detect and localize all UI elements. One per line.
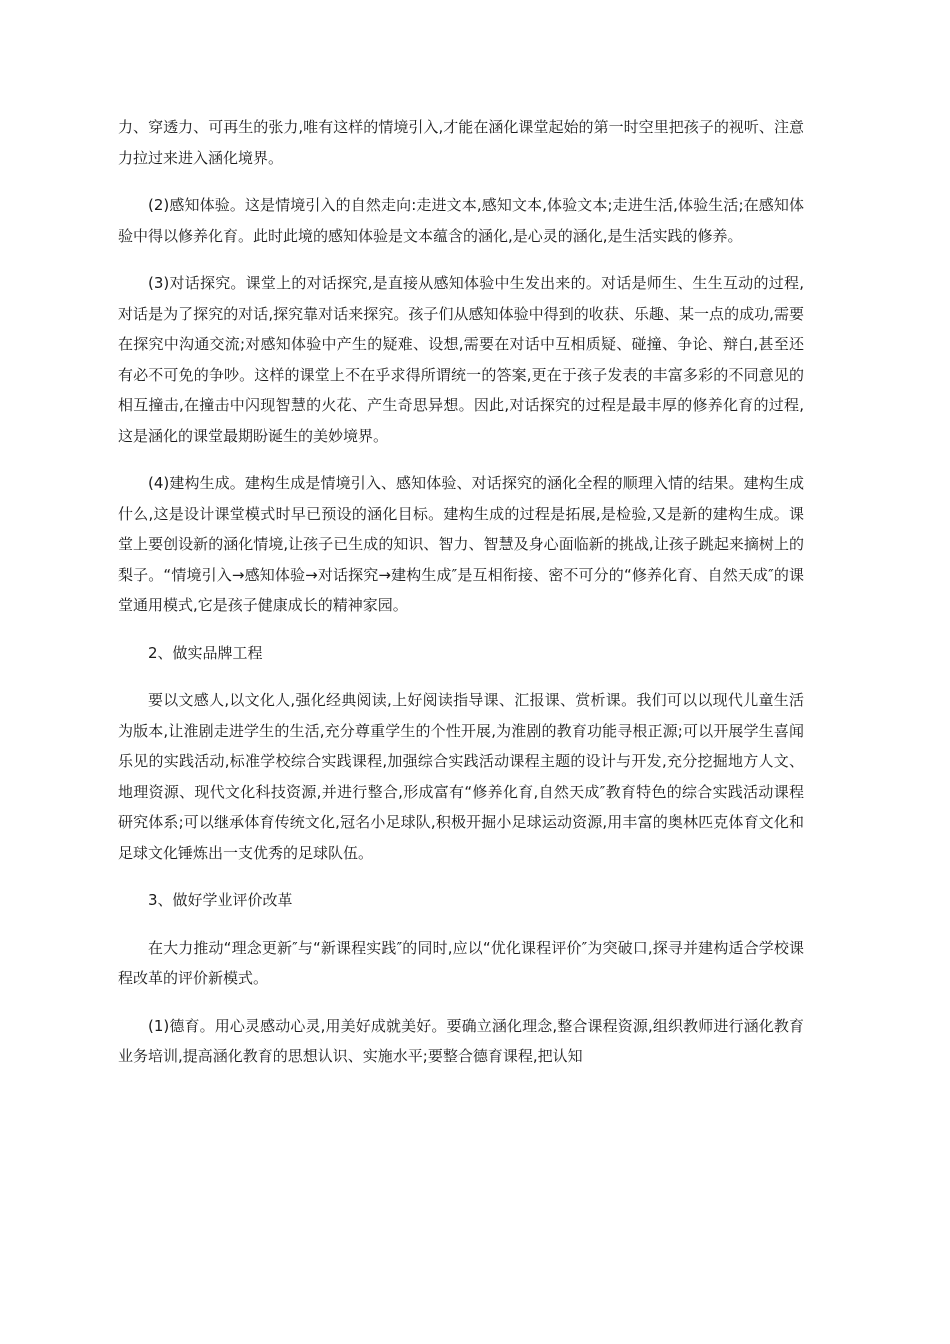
paragraph-dialogue-inquiry: (3)对话探究。课堂上的对话探究,是直接从感知体验中生发出来的。对话是师生、生生互动的过程,对话是为了探究的对话,探究靠对话来探究。孩子们从感知体验中得到的收获、乐趣、某一点的成功,需要在探究中沟通交流;对感知体验中产生的疑难、设想,需要在对话中互相质疑、碰撞、争论、辩白,甚至还有必不可免的争吵。这样的课堂上不在乎求得所谓统一的答案,更在于孩子发表的丰富多彩的不同意见的相互撞击,在撞击中闪现智慧的火花、产生奇思异想。因此,对话探究的过程是最丰厚的修养化育的过程,这是涵化的课堂最期盼诞生的美妙境界。 <box>118 274 804 445</box>
section-heading-evaluation-reform: 3、做好学业评价改革 <box>148 891 293 909</box>
paragraph-evaluation-intro: 在大力推动“理念更新″与“新课程实践″的同时,应以“优化课程评价″为突破口,探寻并建构适合学校课程改革的评价新模式。 <box>118 938 804 987</box>
section-heading-brand-project: 2、做实品牌工程 <box>148 643 263 662</box>
document-page <box>118 112 804 1089</box>
paragraph-construction-generation: (4)建构生成。建构生成是情境引入、感知体验、对话探究的涵化全程的顺理入情的结果。建构生成什么,这是设计课堂模式时早已预设的涵化目标。建构生成的过程是拓展,是检验,又是新的建构生成。课堂上要创设新的涵化情境,让孩子已生成的知识、智力、智慧及身心面临新的挑战,让孩子跳起来摘树上的梨子。“情境引入→感知体验→对话探究→建构生成″是互相衔接、密不可分的“修养化育、自然天成″的课堂通用模式,它是孩子健康成长的精神家园。 <box>118 474 804 614</box>
paragraph-moral-education: (1)德育。用心灵感动心灵,用美好成就美好。要确立涵化理念,整合课程资源,组织教师进行涵化教育业务培训,提高涵化教育的思想认识、实施水平;要整合德育课程,把认知 <box>118 1016 804 1065</box>
paragraph-perception-experience: (2)感知体验。这是情境引入的自然走向:走进文本,感知文本,体验文本;走进生活,体验生活;在感知体验中得以修养化育。此时此境的感知体验是文本蕴含的涵化,是心灵的涵化,是生活实践的修养。 <box>118 196 804 245</box>
paragraph-brand-project: 要以文感人,以文化人,强化经典阅读,上好阅读指导课、汇报课、赏析课。我们可以以现代儿童生活为版本,让淮剧走进学生的生活,充分尊重学生的个性开展,为淮剧的教育功能寻根正源;可以开展学生喜闻乐见的实践活动,标准学校综合实践课程,加强综合实践活动课程主题的设计与开发,充分挖掘地方人文、地理资源、现代文化科技资源,并进行整合,形成富有“修养化育,自然天成″教育特色的综合实践活动课程研究体系;可以继承体育传统文化,冠名小足球队,积极开掘小足球运动资源,用丰富的奥林匹克体育文化和足球文化锤炼出一支优秀的足球队伍。 <box>118 691 804 862</box>
paragraph-continuation: 力、穿透力、可再生的张力,唯有这样的情境引入,才能在涵化课堂起始的第一时空里把孩子的视听、注意力拉过来进入涵化境界。 <box>118 118 804 167</box>
